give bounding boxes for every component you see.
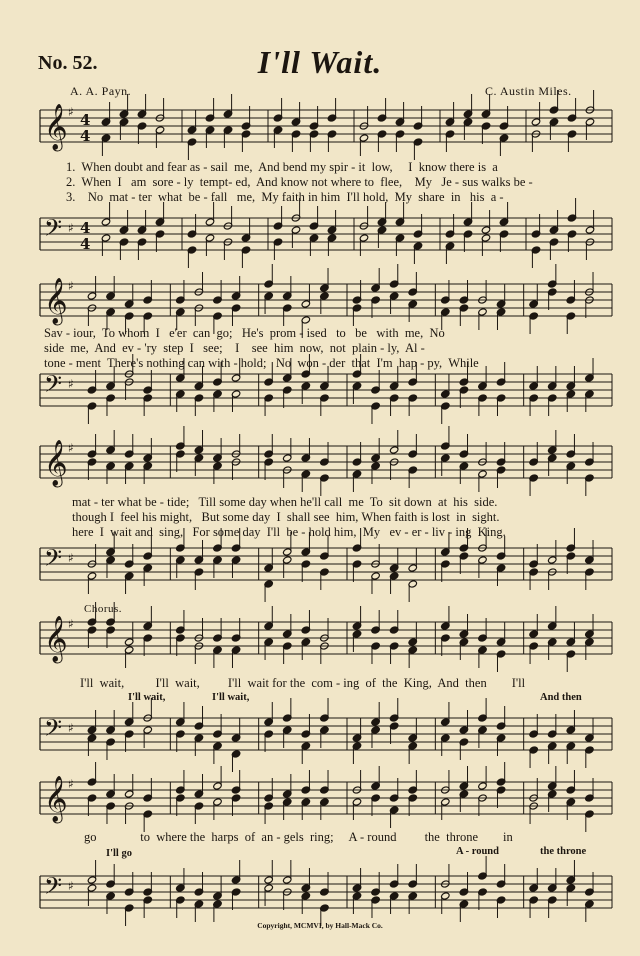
sharp-key-signature-icon: ♯ [68, 105, 74, 119]
sharp-key-signature-icon: ♯ [68, 377, 74, 391]
sharp-key-signature-icon: ♯ [68, 551, 74, 565]
sharp-key-signature-icon: ♯ [68, 617, 74, 631]
bass-clef-icon: 𝄢 [44, 714, 63, 747]
verse-3-line-3: here I wait and sing, For some day I'll be - hold him, My ev - er - liv - ing King. [72, 525, 506, 539]
sharp-key-signature-icon: ♯ [68, 441, 74, 455]
treble-clef-icon: 𝄞 [44, 104, 68, 150]
verse-1-line-2: Sav - iour, To whom I e'er can go; He's prom - ised to be with me, No [44, 326, 445, 340]
chorus-lyric-line-2: go to where the harps of an - gels ring; A - round the throne in [84, 830, 513, 844]
chorus-echo-2: I'll wait, [212, 692, 250, 703]
time-signature-bottom: 4 [80, 127, 91, 145]
time-signature-top: 4 [80, 111, 91, 129]
bass-clef-icon: 𝄢 [44, 370, 63, 403]
treble-clef-icon: 𝄞 [44, 616, 68, 662]
bass-staff [40, 198, 612, 268]
verse-3-line-1: 3. No mat - ter what be - fall me, My faith in him I'll hold, My share in his a - [66, 190, 504, 204]
hymn-number: No. 52. [38, 52, 98, 74]
chorus-label: Chorus. [84, 603, 123, 615]
treble-staff [40, 602, 612, 672]
verse-1-line-3: mat - ter what be - tide; Till some day when he'll call me To sit down at his side. [72, 495, 498, 509]
copyright-notice: Copyright, MCMVI, by Hall-Mack Co. [257, 921, 383, 930]
bass-clef-icon: 𝄢 [44, 872, 63, 905]
bass-clef-icon: 𝄢 [44, 544, 63, 577]
treble-staff [40, 426, 612, 496]
sharp-key-signature-icon: ♯ [68, 879, 74, 893]
treble-staff [40, 90, 612, 160]
verse-2-line-1: 2. When I am sore - ly tempt- ed, And know not where to flee, My Je - sus walks be - [66, 175, 533, 189]
treble-clef-icon: 𝄞 [44, 776, 68, 822]
sharp-key-signature-icon: ♯ [68, 777, 74, 791]
bass-clef-icon: 𝄢 [44, 214, 63, 247]
time-signature-bottom: 4 [80, 235, 91, 253]
chorus-lyric-line-1: I'll wait, I'll wait, I'll wait for the com - ing of the King, And then I'll [80, 676, 526, 690]
verse-2-line-2: side me, And ev - 'ry step I see; I see him now, not plain - ly, Al - [44, 341, 425, 355]
chorus-echo-4: I'll go [106, 848, 132, 859]
time-signature-top: 4 [80, 219, 91, 237]
hymn-title: I'll Wait. [257, 44, 383, 80]
chorus-echo-1: I'll wait, [128, 692, 166, 703]
verse-1-line-1: 1. When doubt and fear as - sail me, And bend my spir - it low, I know there is a [66, 160, 498, 174]
treble-clef-icon: 𝄞 [44, 440, 68, 486]
composer-credit: C. Austin Miles. [485, 84, 572, 98]
verse-3-line-2: tone - ment There's nothing can with - hold; No won - der that I'm hap - py, While [44, 356, 479, 370]
chorus-echo-3: And then [540, 692, 582, 703]
chorus-echo-6: the throne [540, 846, 587, 857]
verse-2-line-3: though I feel his might, But some day I shall see him, When faith is lost in sight. [72, 510, 500, 524]
bass-staff [40, 856, 612, 926]
chorus-echo-5: A - round [456, 846, 499, 857]
lyricist-credit: A. A. Payn. [70, 84, 132, 98]
bass-staff [40, 698, 612, 772]
sharp-key-signature-icon: ♯ [68, 221, 74, 235]
sharp-key-signature-icon: ♯ [68, 279, 74, 293]
treble-clef-icon: 𝄞 [44, 278, 68, 324]
sharp-key-signature-icon: ♯ [68, 721, 74, 735]
